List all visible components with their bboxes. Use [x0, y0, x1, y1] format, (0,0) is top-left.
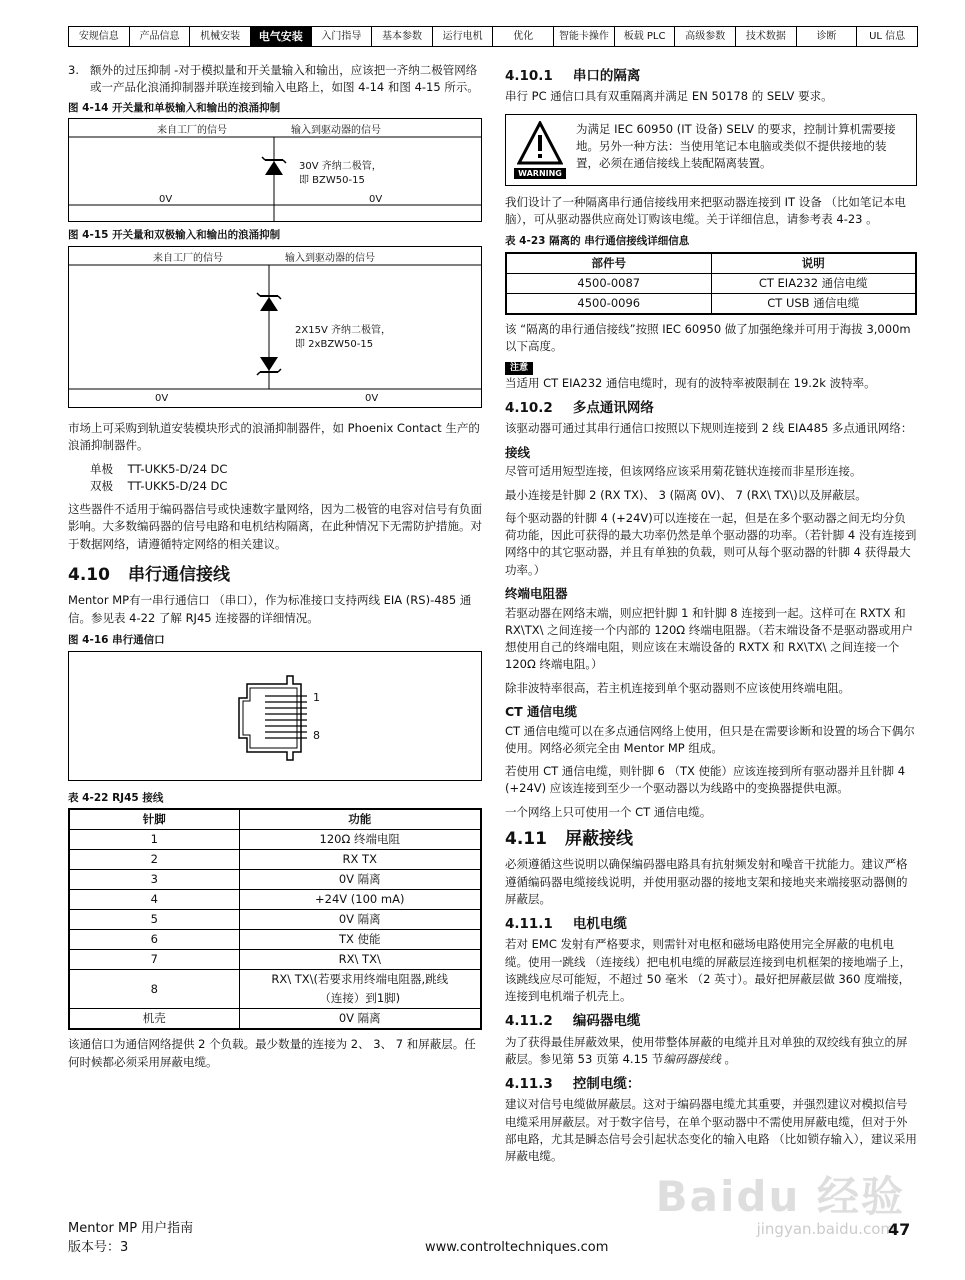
section-title: 多点通讯网络: [572, 400, 654, 416]
paragraph-rail-modules: 市场上可采购到轨道安装模块形式的浪涌抑制器件，如 Phoenix Contact 生产的浪涌抑制器件。: [68, 421, 480, 453]
section-title: 电机电缆: [572, 916, 627, 932]
pin-cell: 7: [69, 950, 239, 970]
nav-tab-4-active[interactable]: 电气安装: [251, 27, 312, 46]
zero-volt-left-label: 0V: [155, 393, 169, 404]
part-number-cell: 4500-0087: [506, 274, 711, 294]
figure-4-15-title: 图 4-15 开关量和双极输入和输出的浪涌抑制: [68, 229, 281, 242]
nav-tab-10[interactable]: 板载 PLC: [615, 27, 676, 46]
function-cell: 0V 隔离: [239, 1009, 481, 1030]
paragraph-serial-port: Mentor MP有一串行通信口 （串口），作为标准接口支持两线 EIA (RS)-485 通信。参见表 4-22 了解 RJ45 连接器的详细情况。: [68, 593, 472, 625]
text: 。: [720, 1051, 737, 1066]
section-number: 4.11: [505, 828, 547, 849]
pin-8-label: 8: [313, 728, 320, 742]
bipolar-row: [68, 478, 482, 495]
figure-4-14-title: 图 4-14 开关量和单极输入和输出的浪涌抑制: [68, 101, 281, 114]
table-row: [69, 910, 481, 930]
nav-tab-2[interactable]: 产品信息: [130, 27, 191, 46]
pin-cell: 3: [69, 870, 239, 890]
watermark-logo: Baidu 经验: [655, 1172, 905, 1221]
function-cell: 0V 隔离: [239, 910, 481, 930]
col-header-part-number: 部件号: [506, 253, 711, 274]
function-cell: 0V 隔离: [239, 870, 481, 890]
function-cell: +24V (100 mA): [239, 890, 481, 910]
pin-cell: 5: [69, 910, 239, 930]
table-row: [69, 970, 481, 1009]
nav-tab-13[interactable]: 诊断: [797, 27, 858, 46]
warning-text: 为满足 IEC 60950 (IT 设备) SELV 的要求，控制计算机需要接地。另外一种方法：当使用笔记本电脑或类似不提供接地的装置，必须在通信接线上装配隔离装置。: [576, 121, 896, 170]
table-header-row: [506, 253, 916, 274]
table-row: [69, 930, 481, 950]
zero-volt-left-label: 0V: [159, 194, 173, 206]
unipolar-label: 单极: [90, 461, 113, 476]
nav-tab-9[interactable]: 智能卡操作: [554, 27, 615, 46]
table-row: [69, 950, 481, 970]
table-4-22-title: 表 4-22 RJ45 接线: [68, 791, 164, 804]
section-4-10-heading: [68, 563, 482, 589]
right-column: [505, 62, 917, 1171]
section-4-11-heading: [505, 827, 917, 853]
paragraph-encoder-cable: [505, 1034, 917, 1069]
paragraph-shielding: 必须遵循这些说明以确保编码器电路具有抗射频发射和噪音干扰能力。建议严格遵循编码器电缆接线说明，并使用驱动器的接地支架和接地夹来端接驱动器侧的屏蔽层。: [505, 857, 908, 906]
section-4-11-2-heading: [505, 1011, 917, 1031]
footer-version: 版本号：3: [68, 1240, 129, 1255]
nav-tab-1[interactable]: 安规信息: [69, 27, 130, 46]
paragraph-control-cable: 建议对信号电缆做屏蔽层。这对于编码器电缆尤其重要，并强烈建议对模拟信号电缆采用屏蔽层。对于数字信号，在单个驱动器中不需使用屏蔽电缆，但对于外部电路，尤其是瞬态信号会引起状态变化的输入电路 （比如锁存输入），建议采用屏蔽电缆。: [505, 1097, 917, 1163]
pin-cell: 机壳: [69, 1009, 239, 1030]
footer-website[interactable]: www.controltechniques.com: [425, 1240, 609, 1255]
zero-volt-right-label: 0V: [365, 393, 379, 404]
description-cell: CT USB 通信电缆: [711, 294, 916, 315]
rj45-pinout-table: [68, 808, 482, 1030]
nav-tab-3[interactable]: 机械安装: [190, 27, 251, 46]
table-row: [69, 890, 481, 910]
function-cell: TX 使能: [239, 930, 481, 950]
paragraph-termination: 若驱动器在网络末端，则应把针脚 1 和针脚 8 连接到一起。这样可在 RXTX 和 RX\TX\ 之间连接一个内部的 120Ω 终端电阻器。（若末端设备不是驱动器或用户想使用自己的终端电阻，则应该在末端设备的 RXTX 和 RX\TX\ 之间连接一个 120Ω 终端电阻。）: [505, 605, 913, 672]
unipolar-row: [68, 461, 482, 478]
paragraph-isolated-cable: 我们设计了一种隔离串行通信接线用来把驱动器连接到 IT 设备 （比如笔记本电脑），可从驱动器供应商处订购该电缆。关于详细信息，请参考表 4-23 。: [505, 194, 906, 226]
paragraph-multidrop: 该驱动器可通过其串行通信口按照以下规则连接到 2 线 EIA485 多点通讯网络：: [505, 421, 913, 436]
subheading-ct-cable: CT 通信电缆: [505, 703, 578, 719]
signal-from-factory-label: 来自工厂的信号: [153, 253, 223, 264]
nav-tab-8[interactable]: 优化: [493, 27, 554, 46]
table-row: [69, 1009, 481, 1030]
section-number: 4.11.3: [505, 1076, 553, 1092]
isolated-cable-table: [505, 252, 917, 315]
paragraph-pin4: 每个驱动器的针脚 4 (+24V)可以连接在一起，但是在多个驱动器之间无均分负荷功能，因此可获得的最大功率仍然是单个驱动器的功率。（若针脚 4 没有连接到网络中的其它驱动器，并且有单独的负载，则可从每个驱动器的针脚 4 获得最大功率。）: [505, 510, 917, 577]
section-number: 4.10.2: [505, 400, 553, 416]
encoder-wiring-link[interactable]: 编码器接线: [663, 1051, 721, 1066]
nav-tab-6[interactable]: 基本参数: [372, 27, 433, 46]
section-title: 控制电缆：: [572, 1076, 641, 1092]
subheading-wiring: 接线: [505, 444, 531, 460]
function-line-2: （连接）到1脚): [319, 991, 401, 1006]
section-4-10-2-heading: [505, 398, 917, 418]
nav-tab-5[interactable]: 入门指导: [312, 27, 373, 46]
left-column: [68, 62, 482, 1077]
zener-dual-circuit: [69, 247, 481, 407]
paragraph-motor-cable: 若对 EMC 发射有严格要求，则需针对电枢和磁场电路使用完全屏蔽的电机电缆。使用一跳线 （连接线）把电机电缆的屏蔽层连接到电机框架的接地端子上，该跳线应尽可能短，不超过 50 毫米 （2 英寸）。最好把屏蔽层做 360 度端接，连接到电机端子机壳上。: [505, 937, 912, 1003]
table-header-row: [69, 809, 481, 830]
text: 为了获得最佳屏蔽效果，使用带整体屏蔽的电缆并且对单独的双绞线有独立的屏蔽层。参见第 53 页第 4.15 节: [505, 1034, 908, 1066]
zener-diode-label: 30V 齐纳二极管，: [299, 161, 382, 173]
nav-tab-11[interactable]: 高级参数: [675, 27, 736, 46]
paragraph-port-loads: 该通信口为通信网络提供 2 个负载。最少数量的连接为 2、 3、 7 和屏蔽层。任何时候都必须采用屏蔽电缆。: [68, 1037, 476, 1069]
col-header-description: 说明: [711, 253, 916, 274]
function-cell: 120Ω 终端电阻: [239, 830, 481, 850]
part-number-cell: 4500-0096: [506, 294, 711, 315]
section-number: 4.11.1: [505, 916, 553, 932]
warning-label: WARNING: [514, 168, 566, 179]
function-cell: RX\ TX\: [239, 950, 481, 970]
zero-volt-right-label: 0V: [369, 194, 383, 206]
nav-tab-12[interactable]: 技术数据: [736, 27, 797, 46]
section-nav-bar: [68, 26, 918, 47]
section-title: 串行通信接线: [127, 564, 230, 585]
zener-model-label: 即 BZW50-15: [299, 175, 365, 187]
col-header-pin: 针脚: [69, 809, 239, 830]
function-cell: RX TX: [239, 850, 481, 870]
paragraph-insulation: 该 “隔离的串行通信接线”按照 IEC 60950 做了加强绝缘并可用于海拔 3,000m 以下高度。: [505, 322, 911, 354]
table-row: [69, 850, 481, 870]
bipolar-label: 双极: [90, 478, 113, 493]
figure-4-16-diagram: [68, 651, 482, 781]
section-number: 4.10: [68, 564, 110, 585]
paragraph-one-cable: 一个网络上只可使用一个 CT 通信电缆。: [505, 804, 712, 819]
table-row: [506, 294, 916, 315]
pin-cell: 4: [69, 890, 239, 910]
zener-single-circuit: [69, 119, 481, 221]
watermark-url: jingyan.baidu.com: [756, 1220, 895, 1238]
page-number: 47: [888, 1220, 911, 1239]
pin-cell: 6: [69, 930, 239, 950]
paragraph-encoder-note: 这些器件不适用于编码器信号或快速数字量网络，因为二极管的电容对信号有负面影响。大多数编码器的信号电路和电机结构隔离，在此种情况下无需防护措施。对于数据网络，请遵循特定网络的相关建议。: [68, 502, 482, 551]
footer-guide-title: Mentor MP 用户指南: [68, 1221, 194, 1236]
paragraph-ct-pins: 若使用 CT 通信电缆，则针脚 6 （TX 使能）应该连接到所有驱动器并且针脚 4 (+24V) 应该连接到至少一个驱动器以为线路中的变换器提供电源。: [505, 764, 906, 796]
rj45-connector-drawing: [69, 652, 481, 780]
section-4-10-1-heading: [505, 66, 917, 86]
note-text: 当适用 CT EIA232 通信电缆时，现有的波特率被限制在 19.2k 波特率。: [505, 375, 876, 390]
bipolar-value: TT-UKK5-D/24 DC: [127, 478, 228, 493]
section-4-11-1-heading: [505, 914, 917, 934]
figure-4-16-title: 图 4-16 串行通信口: [68, 633, 165, 646]
section-title: 串口的隔离: [572, 68, 641, 84]
section-title: 屏蔽接线: [564, 828, 633, 849]
pin-cell: 2: [69, 850, 239, 870]
table-row: [69, 830, 481, 850]
paragraph-ct-cable: CT 通信电缆可以在多点通信网络上使用，但只是在需要诊断和设置的场合下偶尔使用。网络必须完全由 Mentor MP 组成。: [505, 723, 915, 755]
pin-cell: 1: [69, 830, 239, 850]
section-number: 4.10.1: [505, 68, 553, 84]
unipolar-value: TT-UKK5-D/24 DC: [127, 461, 228, 476]
subheading-termination: 终端电阻器: [505, 585, 568, 601]
zener-model-label: 即 2xBZW50-15: [295, 339, 374, 350]
warning-icon: [514, 121, 566, 179]
table-4-23-title: 表 4-23 隔离的 串行通信接线详细信息: [505, 235, 690, 248]
list-item-3: [68, 62, 482, 97]
paragraph-baud-note: 除非波特率很高，若主机连接到单个驱动器则不应该使用终端电阻。: [505, 680, 850, 695]
list-text: 额外的过压抑制 -对于模拟量和开关量输入和输出，应该把一齐纳二极管网络或一产品化浪涌抑制器并联连接到输入电路上，如图 4-14 和图 4-15 所示。: [90, 63, 479, 95]
function-line-1: RX\ TX\(若要求用终端电阻器,跳线: [271, 972, 449, 987]
table-row: [69, 870, 481, 890]
paragraph-selv: 串行 PC 通信口具有双重隔离并满足 EN 50178 的 SELV 要求。: [505, 89, 833, 104]
nav-tab-14[interactable]: UL 信息: [857, 27, 917, 46]
signal-to-drive-label: 输入到驱动器的信号: [291, 125, 381, 137]
nav-tab-7[interactable]: 运行电机: [433, 27, 494, 46]
note-label: 注意: [505, 362, 533, 375]
description-cell: CT EIA232 通信电缆: [711, 274, 916, 294]
signal-to-drive-label: 输入到驱动器的信号: [285, 253, 375, 264]
list-number: 3.: [68, 63, 79, 77]
section-4-11-3-heading: [505, 1074, 917, 1094]
section-title: 编码器电缆: [572, 1013, 641, 1030]
figure-4-15-diagram: [68, 246, 482, 408]
zener-diode-label: 2X15V 齐纳二极管，: [295, 325, 391, 336]
table-row: [506, 274, 916, 294]
pin-1-label: 1: [313, 690, 320, 704]
col-header-function: 功能: [239, 809, 481, 830]
paragraph-min-connections: 最小连接是针脚 2 (RX TX)、 3 (隔离 0V)、 7 (RX\ TX\)以及屏蔽层。: [505, 487, 867, 502]
section-number: 4.11.2: [505, 1013, 553, 1030]
pin-cell: 8: [69, 970, 239, 1009]
function-cell: [239, 970, 481, 1009]
warning-box: [505, 114, 917, 186]
figure-4-14-diagram: [68, 118, 482, 222]
signal-from-factory-label: 来自工厂的信号: [157, 125, 227, 137]
paragraph-daisy-chain: 尽管可适用短型连接，但该网络应该采用菊花链状连接而非星形连接。: [505, 464, 862, 479]
